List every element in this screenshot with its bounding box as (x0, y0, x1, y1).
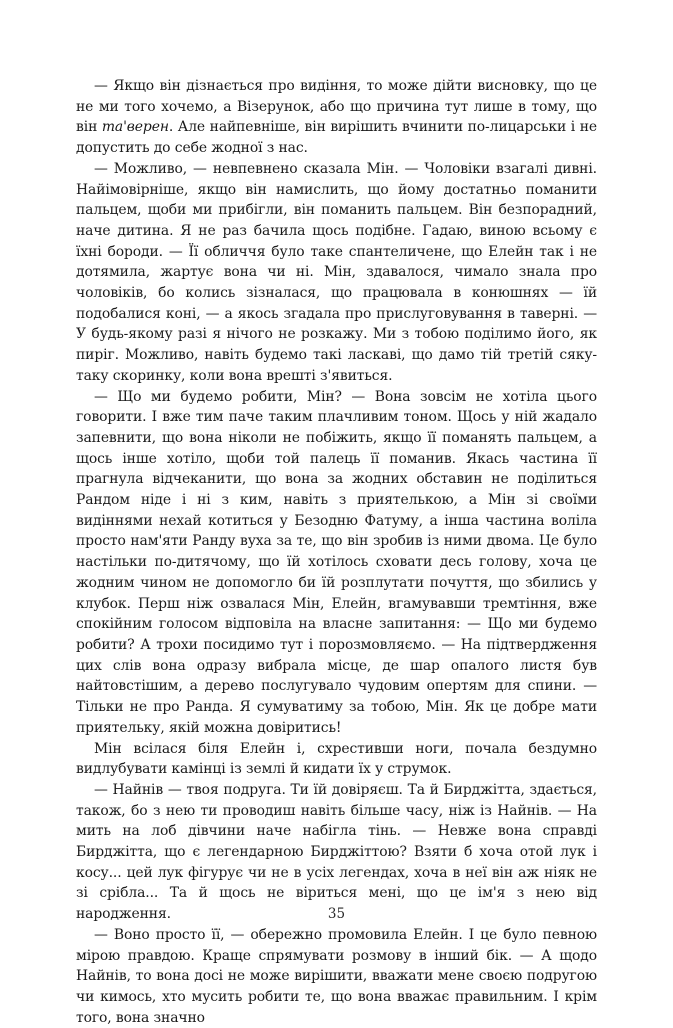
paragraph-1 (76, 76, 597, 159)
paragraph-6: — Воно просто її, — обережно промовила Елейн. І це було певною мірою правдою. Краще спрямувати розмову в інший бік. — А щодо Найнів, то вона досі не може вирішити, вважати мене своєю подругою чи кимось, хто мусить робити те, що вона вважає правильним. І крім того, вона значно (76, 926, 597, 1026)
paragraph-1-text-a: — Якщо він дізнається про видіння, то може дійти висновку, що це не ми того хочемо, а Візерунок, або що причина тут лише в тому, що він (76, 78, 597, 136)
paragraph-4: Мін всілася біля Елейн і, схрестивши ноги, почала бездумно видлубувати камінці із землі й кидати їх у струмок. (76, 740, 597, 778)
paragraph-5: — Найнів — твоя подруга. Ти їй довіряєш. Та й Бирджітта, здається, також, бо з нею ти проводиш навіть більше часу, ніж із Найнів. — На мить на лоб дівчини наче набігла тінь. — Невже вона справді Бирджітта, що є легендарною Бирджіттою? Взяти б хоча отой лук і косу... цей лук фігурує чи не в усіх легендах, хоча в неї він аж ніяк не зі срібла... Та й щось не віриться мені, що це ім'я з нею від народження. (76, 781, 597, 923)
paragraph-2: — Можливо, — невпевнено сказала Мін. — Чоловіки взагалі дивні. Найімовірніше, якщо він намислить, що йому достатньо поманити пальцем, щоби ми прибігли, він поманить пальцем. Він безпорадний, наче дитина. Я не раз бачила щось подібне. Гадаю, виною всьому є їхні бороди. — Її обличчя було таке спантеличене, що Елейн так і не дотямила, жартує вона чи ні. Мін, здавалося, чимало знала про чоловіків, бо колись зізналася, що працювала в конюшнях — їй подобалися коні, — а якось згадала про прислуговування в таверні. — У будь-якому разі я нічого не розкажу. Ми з тобою поділимо його, як пиріг. Можливо, навіть будемо такі ласкаві, що дамо тій третій сяку-таку скоринку, коли вона врешті з'явиться. (76, 160, 597, 384)
page-number: 35 (327, 906, 346, 922)
page-body (76, 76, 597, 1028)
paragraph-3: — Що ми будемо робити, Мін? — Вона зовсім не хотіла цього говорити. І вже тим паче таким плачливим тоном. Щось у ній жадало запевнити, що вона ніколи не побіжить, якщо її поманять пальцем, а щось інше хотіло, щоби той палець її поманив. Якась частина її прагнула відчеканити, що вона за жодних обставин не поділиться Рандом ніде і ні з ким, навіть з приятелькою, а Мін зі своїми видіннями нехай котиться у Безодню Фатуму, а інша частина воліла просто нам'яти Ранду вуха за те, що він зробив із ними двома. Це було настільки по-дитячому, що їй хотілось сховати десь голову, хоча це жодним чином не допомогло би їй розплутати почуття, що збились у клубок. Перш ніж озвалася Мін, Елейн, вгамувавши тремтіння, вже спокійним голосом відповіла на власне запитання: — Що ми будемо робити? А трохи посидимо тут і порозмовляємо. — На підтвердження цих слів вона одразу вибрала місце, де шар опалого листя був найтовстішим, а дерево послугувало чудовим опертям для спини. — Тільки не про Ранда. Я сумуватиму за тобою, Мін. Як це добре мати приятельку, якій можна довіритись! (76, 388, 597, 736)
paragraph-1-text-b: . Але найпевніше, він вирішить вчинити по-лицарськи і не допустить до себе жодної з нас. (76, 119, 597, 157)
paragraph-1-emphasis: та'верен (101, 119, 169, 136)
